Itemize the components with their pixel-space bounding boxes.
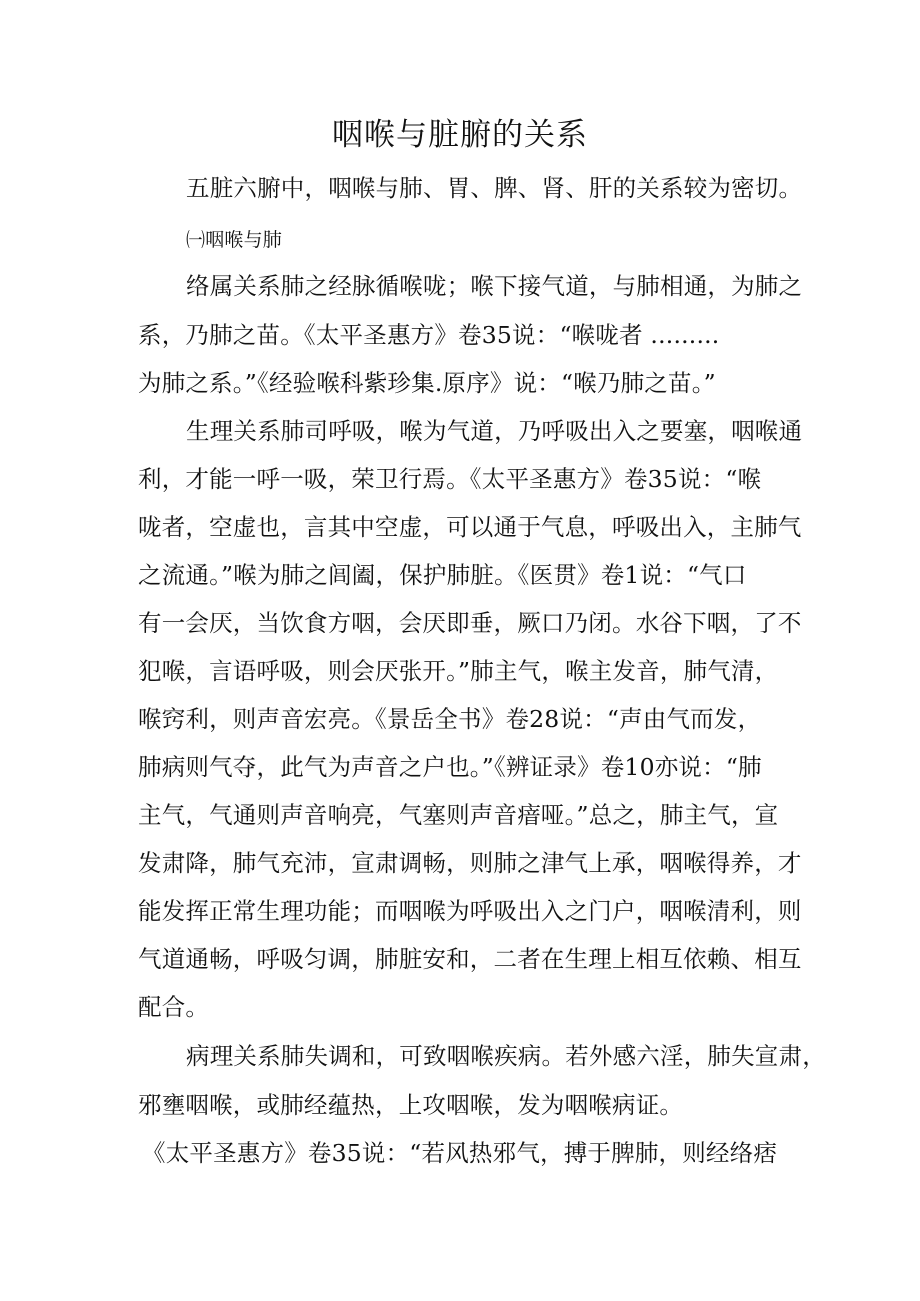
paragraph-line: 能发挥正常生理功能；而咽喉为呼吸出入之门户，咽喉清利，则	[138, 897, 802, 925]
paragraph-line: 犯喉，言语呼吸，则会厌张开。”肺主气，喉主发音，肺气清，	[138, 657, 779, 685]
paragraph-line: 气道通畅，呼吸匀调，肺脏安和，二者在生理上相互依赖、相互	[138, 945, 802, 973]
paragraph-line: 《太平圣惠方》卷35说：“若风热邪气，搏于脾肺，则经络痞	[142, 1139, 778, 1167]
paragraph-intro: 五脏六腑中，咽喉与肺、胃、脾、肾、肝的关系较为密切。	[186, 174, 803, 202]
paragraph-line: 病理关系肺失调和，可致咽喉疾病。若外感六淫，肺失宣肃，	[186, 1042, 826, 1070]
paragraph-line: 为肺之系。”《经验喉科紫珍集.原序》说：“喉乃肺之苗。”	[138, 369, 716, 397]
paragraph-line: 配合。	[138, 993, 210, 1021]
paragraph-line: 系，乃肺之苗。《太平圣惠方》卷35说：“喉咙者 .........	[138, 321, 720, 349]
paragraph-line: 主气，气通则声音响亮，气塞则声音瘖哑。”总之，肺主气，宣	[138, 801, 779, 829]
paragraph-line: 生理关系肺司呼吸，喉为气道，乃呼吸出入之要塞，咽喉通	[186, 417, 803, 445]
paragraph-line: 咙者，空虚也，言其中空虚，可以通于气息，呼吸出入，主肺气	[138, 513, 802, 541]
paragraph-line: 之流通。”喉为肺之闾阖，保护肺脏。《医贯》卷1说：“气口	[138, 561, 747, 589]
paragraph-line: 络属关系肺之经脉循喉咙；喉下接气道，与肺相通，为肺之	[186, 272, 803, 300]
paragraph-line: 肺病则气夺，此气为声音之户也。”《辨证录》卷10亦说：“肺	[138, 753, 762, 781]
paragraph-line: 喉窍利，则声音宏亮。《景岳全书》卷28说：“声由气而发，	[138, 705, 762, 733]
paragraph-line: 发肃降，肺气充沛，宣肃调畅，则肺之津气上承，咽喉得养，才	[138, 849, 802, 877]
paragraph-line: 有一会厌，当饮食方咽，会厌即垂，厥口乃闭。水谷下咽，了不	[138, 609, 802, 637]
paragraph-line: 邪壅咽喉，或肺经蕴热，上攻咽喉，发为咽喉病证。	[138, 1091, 684, 1119]
page-title: 咽喉与脏腑的关系	[332, 117, 588, 153]
paragraph-line: 利，才能一呼一吸，荣卫行焉。《太平圣惠方》卷35说：“喉	[138, 465, 762, 493]
section-heading-lung: ㈠咽喉与肺	[186, 229, 283, 251]
